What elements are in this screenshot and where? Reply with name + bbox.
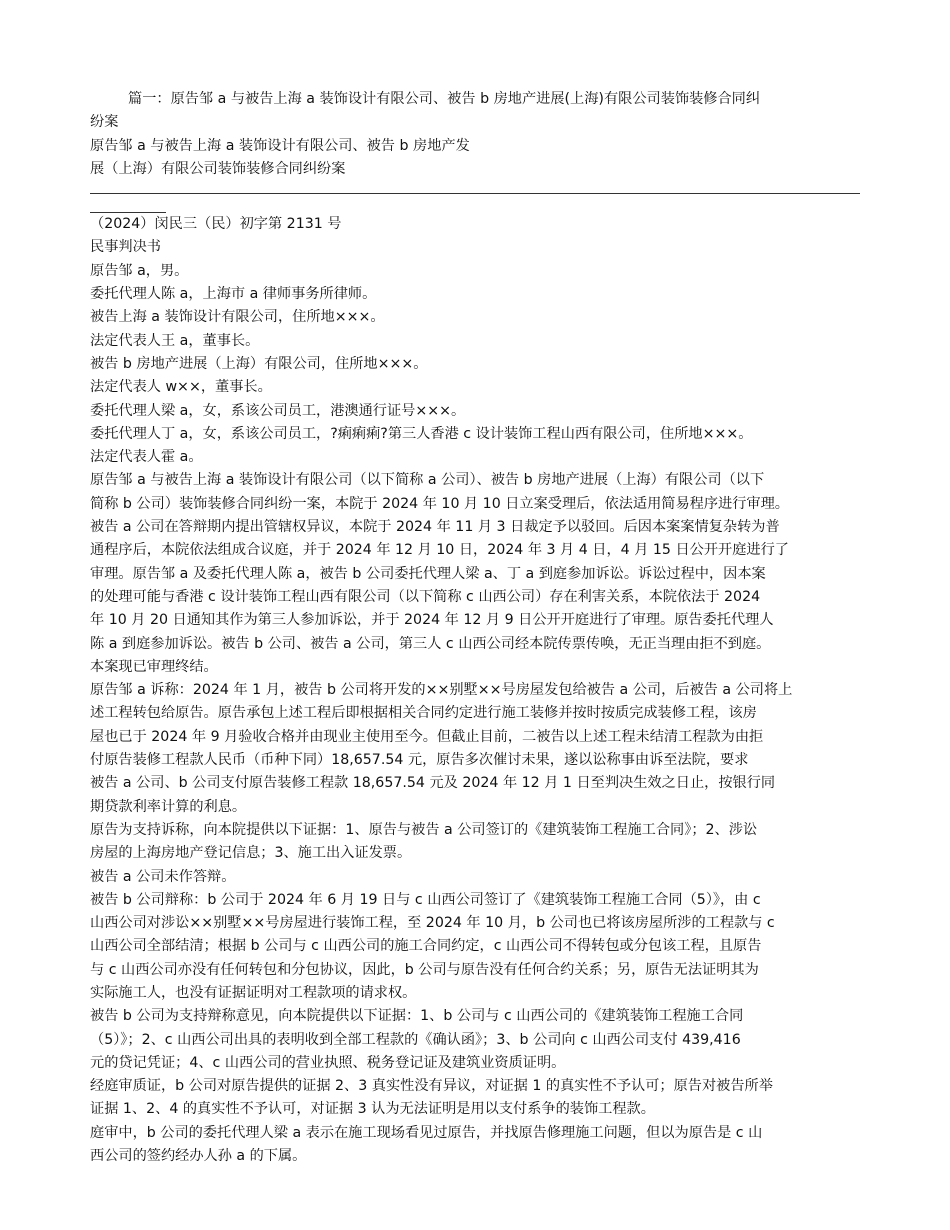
body-line: 付原告装修工程款人民币（币种下同）18,657.54 元，原告多次催讨未果，遂以讼称事由诉至法院，要求 (90, 752, 749, 769)
body-line: 山西公司对涉讼××别墅××号房屋进行装饰工程，至 2024 年 10 月，b 公司也已将该房屋所涉的工程款与 c (90, 915, 775, 932)
body-line: 房屋的上海房地产登记信息；3、施工出入证发票。 (90, 845, 412, 862)
body-line: 原告为支持诉称，向本院提供以下证据：1、原告与被告 a 公司签订的《建筑装饰工程施工合同》；2、涉讼 (90, 821, 758, 838)
body-line: 与 c 山西公司亦没有任何转包和分包协议，因此，b 公司与原告没有任何合约关系；另，原告无法证明其为 (90, 961, 759, 978)
body-line: 被告 a 公司、b 公司支付原告装修工程款 18,657.54 元及 2024 年 12 月 1 日至判决生效之日止，按银行同 (90, 775, 776, 792)
case-title-line-1: 原告邹 a 与被告上海 a 装饰设计有限公司、被告 b 房地产发 (90, 137, 470, 154)
body-line: 期贷款利率计算的利息。 (90, 798, 247, 815)
body-line: 庭审中，b 公司的委托代理人梁 a 表示在施工现场看见过原告，并找原告修理施工问题，但以为原告是 c 山 (90, 1124, 763, 1141)
body-line: 本案现已审理终结。 (90, 658, 218, 675)
document-heading-line-2: 纷案 (90, 114, 119, 131)
case-title-line-2: 展（上海）有限公司装饰装修合同纠纷案 (90, 160, 346, 177)
body-line: 证据 1、2、4 的真实性不予认可，对证据 3 认为无法证明是用以支付系争的装饰工程款。 (90, 1101, 655, 1118)
body-line: 通程序后，本院依法组成合议庭，并于 2024 年 12 月 10 日，2024 年 3 月 4 日，4 月 15 日公开开庭进行了 (90, 542, 789, 559)
body-line: 委托代理人丁 a，女，系该公司员工，?痢痢痢?第三人香港 c 设计装饰工程山西有限公司，住所地×××。 (90, 425, 753, 442)
document-page (90, 88, 862, 1168)
body-line: 法定代表人王 a，董事长。 (90, 332, 260, 349)
body-line: 委托代理人梁 a，女，系该公司员工，港澳通行证号×××。 (90, 402, 466, 419)
body-line: 屋也已于 2024 年 9 月验收合格并由现业主使用至今。但截止目前，二被告以上述工程未结清工程款为由拒 (90, 728, 764, 745)
body-line: 西公司的签约经办人孙 a 的下属。 (90, 1148, 307, 1165)
body-line: 被告 a 公司在答辩期内提出管辖权异议，本院于 2024 年 11 月 3 日裁定予以驳回。后因本案案情复杂转为普 (90, 519, 780, 536)
judgment-body (90, 213, 862, 1168)
body-line: （2024）闵民三（民）初字第 2131 号 (90, 216, 342, 233)
body-line: 被告 b 公司为支持辩称意见，向本院提供以下证据：1、b 公司与 c 山西公司的《建筑装饰工程施工合同 (90, 1008, 744, 1025)
body-line: 元的贷记凭证；4、c 山西公司的营业执照、税务登记证及建筑业资质证明。 (90, 1054, 566, 1071)
body-line: 被告 b 房地产进展（上海）有限公司，住所地×××。 (90, 355, 428, 372)
body-line: 被告 b 公司辩称：b 公司于 2024 年 6 月 19 日与 c 山西公司签订了《建筑装饰工程施工合同（5）》，由 c (90, 891, 761, 908)
document-heading-line-1: 篇一：原告邹 a 与被告上海 a 装饰设计有限公司、被告 b 房地产进展(上海)有限公司装饰装修合同纠 (128, 91, 761, 107)
body-line: 法定代表人 w××，董事长。 (90, 379, 272, 396)
body-line: 被告 a 公司未作答辩。 (90, 868, 236, 885)
body-line: 原告邹 a 诉称：2024 年 1 月，被告 b 公司将开发的××别墅××号房屋发包给被告 a 公司，后被告 a 公司将上 (90, 682, 793, 699)
body-line: 民事判决书 (90, 239, 161, 256)
body-line: 原告邹 a，男。 (90, 262, 189, 279)
body-line: 审理。原告邹 a 及委托代理人陈 a，被告 b 公司委托代理人梁 a、丁 a 到庭参加诉讼。诉讼过程中，因本案 (90, 565, 766, 582)
body-line: 经庭审质证，b 公司对原告提供的证据 2、3 真实性没有异议，对证据 1 的真实性不予认可；原告对被告所举 (90, 1078, 773, 1095)
body-line: 委托代理人陈 a，上海市 a 律师事务所律师。 (90, 286, 377, 303)
body-line: （5）》；2、c 山西公司出具的表明收到全部工程款的《确认函》；3、b 公司向 c 山西公司支付 439,416 (90, 1031, 741, 1048)
body-line: 陈 a 到庭参加诉讼。被告 b 公司、被告 a 公司，第三人 c 山西公司经本院传票传唤，无正当理由拒不到庭。 (90, 635, 771, 652)
body-line: 年 10 月 20 日通知其作为第三人参加诉讼，并于 2024 年 12 月 9 日公开开庭进行了审理。原告委托代理人 (90, 612, 774, 629)
body-line: 原告邹 a 与被告上海 a 装饰设计有限公司（以下简称 a 公司）、被告 b 房地产进展（上海）有限公司（以下 (90, 472, 765, 489)
body-line: 法定代表人霍 a。 (90, 449, 203, 466)
body-line: 山西公司全部结清；根据 b 公司与 c 山西公司的施工合同约定，c 山西公司不得转包或分包该工程，且原告 (90, 938, 762, 955)
body-line: 实际施工人，也没有证据证明对工程款项的请求权。 (90, 984, 417, 1001)
body-line: 的处理可能与香港 c 设计装饰工程山西有限公司（以下简称 c 山西公司）存在利害关系，本院依法于 2024 (90, 588, 761, 605)
title-divider (90, 193, 860, 194)
body-line: 被告上海 a 装饰设计有限公司，住所地×××。 (90, 309, 385, 326)
body-line: 简称 b 公司）装饰装修合同纠纷一案，本院于 2024 年 10 月 10 日立案受理后，依法适用简易程序进行审理。 (90, 495, 789, 512)
body-line: 述工程转包给原告。原告承包上述工程后即根据相关合同约定进行施工装修并按时按质完成装修工程，该房 (90, 705, 757, 722)
